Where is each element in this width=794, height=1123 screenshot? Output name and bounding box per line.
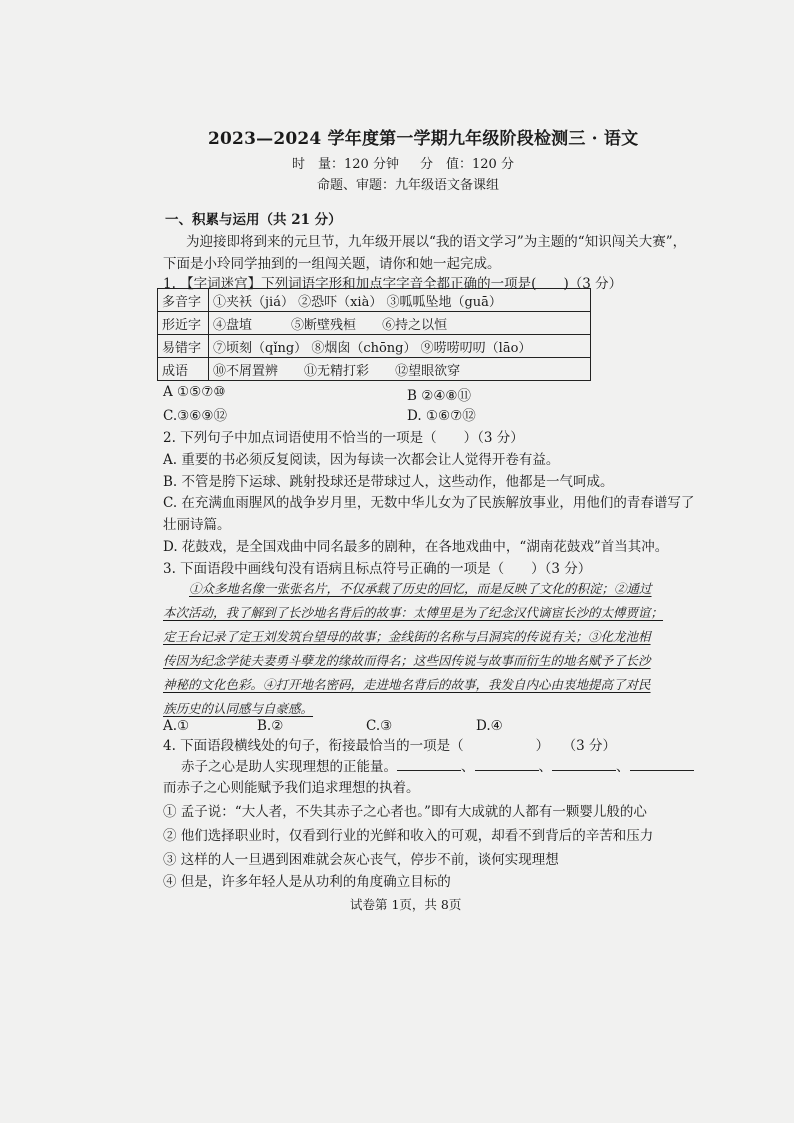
table-row — [158, 312, 591, 335]
table-cell: 形近字 — [158, 312, 209, 335]
table-cell: 多音字 — [158, 289, 209, 312]
q4-item: ② 他们选择职业时，仅看到行业的光鲜和收入的可观，却看不到背后的辛苦和压力 — [163, 828, 654, 844]
q1-option-a: A ①⑤⑦⑩ — [163, 384, 226, 400]
cell-item: ⑫望眼欲穿 — [395, 363, 461, 379]
q1-option-c: C.③⑥⑨⑫ — [163, 408, 227, 424]
cell-item: ④盘埴 — [213, 317, 253, 333]
q3-option-d: D.④ — [476, 718, 503, 734]
q4-item: ③ 这样的人一旦遇到困难就会灰心丧气，停步不前，谈何实现理想 — [163, 852, 559, 868]
cell-item: ⑦顷刻（qǐng） — [213, 340, 308, 356]
q3-option-b: B.② — [257, 718, 284, 734]
exam-time: 时 量：120 分钟 — [292, 157, 399, 172]
table-cell — [209, 289, 591, 312]
table-cell — [209, 312, 591, 335]
cell-item: ③呱呱坠地（guā） — [386, 294, 502, 310]
cell-item: ⑩不屑置辨 — [213, 363, 279, 379]
q1-option-b: B ②④⑧⑪ — [407, 388, 472, 404]
q4-paragraph: 赤子之心是助人实现理想的正能量。 、 、 、 — [181, 755, 694, 775]
table-cell: 易错字 — [158, 335, 209, 358]
q2-stem: 2. 下列句子中加点词语使用不恰当的一项是（ ）（3 分） — [163, 430, 524, 446]
q2-option-c: C. 在充满血雨腥风的战争岁月里，无数中华儿女为了民族解放事业，用他们的青春谱写了 — [163, 495, 695, 511]
q3-option-a: A.① — [163, 718, 190, 734]
cell-item: ⑥持之以恒 — [382, 317, 448, 333]
q3-passage-line: 定王台记录了定王刘发筑台望母的故事；金线街的名称与吕洞宾的传说有关；③化龙池相 — [163, 629, 651, 644]
q1-table — [157, 288, 591, 381]
answer-blank[interactable] — [552, 758, 616, 771]
answer-blank[interactable] — [475, 758, 539, 771]
page-title: 2023—2024 学年度第一学期九年级阶段检测三 · 语文 — [208, 129, 639, 149]
table-row — [158, 289, 591, 312]
q4-item: ④ 但是，许多年轻人是从功利的角度确立目标的 — [163, 874, 451, 890]
exam-score: 分 值：120 分 — [420, 157, 514, 172]
q1-option-d: D. ①⑥⑦⑫ — [407, 408, 476, 424]
q3-passage-line: 族历史的认同感与自豪感。 — [163, 701, 314, 716]
q4-stem-text: 4. 下面语段横线处的句子，衔接最恰当的一项是（ — [163, 738, 464, 754]
intro-line-1: 为迎接即将到来的元旦节，九年级开展以“我的语文学习”为主题的“知识闯关大赛”， — [186, 234, 687, 250]
q4-paragraph-cont: 而赤子之心则能赋予我们追求理想的执着。 — [163, 780, 420, 796]
q3-passage-line: 本次活动，我了解到了长沙地名背后的故事：太傅里是为了纪念汉代谪宦长沙的太傅贾谊； — [163, 605, 664, 620]
table-cell — [209, 335, 591, 358]
q2-option-d: D. 花鼓戏，是全国戏曲中同名最多的剧种，在各地戏曲中，“湖南花鼓戏”首当其冲。 — [163, 539, 669, 555]
q2-option-c-cont: 壮丽诗篇。 — [163, 517, 231, 533]
q3-passage-line: 传因为纪念学徒夫妻勇斗孽龙的缘故而得名；这些因传说与故事而衍生的地名赋予了长沙 — [163, 653, 651, 668]
q2-option-a: A. 重要的书必须反复阅读，因为每读一次都会让人觉得开卷有益。 — [163, 452, 560, 468]
cell-item: ⑧烟囱（chōng） — [311, 340, 417, 356]
q4-stem-tail: ） （3 分） — [535, 738, 617, 754]
q2-option-b: B. 不管是胯下运球、跳射投球还是带球过人，这些动作，他都是一气呵成。 — [163, 474, 614, 490]
table-cell: 成语 — [158, 358, 209, 381]
q4-item: ① 孟子说：“大人者，不失其赤子之心者也。”即有大成就的人都有一颗婴儿般的心 — [163, 804, 647, 820]
answer-blank[interactable] — [397, 758, 461, 771]
cell-item: ⑪无精打彩 — [304, 363, 370, 379]
q3-passage-line: ①众多地名像一张张名片，不仅承载了历史的回忆，而是反映了文化的积淀；②通过 — [189, 581, 652, 596]
q3-stem: 3. 下面语段中画线句没有语病且标点符号正确的一项是（ ）（3 分） — [163, 561, 592, 577]
page-footer: 试卷第 1页，共 8页 — [350, 897, 462, 912]
table-cell — [209, 358, 591, 381]
table-row — [158, 358, 591, 381]
q4-stem — [163, 734, 616, 754]
q3-option-c: C.③ — [366, 718, 393, 734]
answer-blank[interactable] — [630, 758, 694, 771]
exam-authors: 命题、审题：九年级语文备课组 — [317, 178, 500, 193]
section-heading: 一、积累与运用（共 21 分） — [165, 212, 342, 228]
cell-item: ⑤断壁残桓 — [291, 317, 357, 333]
q4-paragraph-text: 赤子之心是助人实现理想的正能量。 — [181, 759, 397, 775]
q3-passage-line: 神秘的文化色彩。④打开地名密码，走进地名背后的故事，我发自内心由衷地提高了对民 — [163, 677, 651, 692]
cell-item: ⑨唠唠叨叨（lāo） — [420, 340, 532, 356]
intro-line-2: 下面是小玲同学抽到的一组闯关题，请你和她一起完成。 — [163, 256, 501, 272]
cell-item: ①夹袄（jiá） — [213, 294, 294, 310]
q1-stem: 1. 【字词迷宫】下列词语字形和加点字字音全都正确的一项是( )（3 分） — [163, 276, 623, 292]
table-row — [158, 335, 591, 358]
cell-item: ②恐吓（xià） — [298, 294, 383, 310]
